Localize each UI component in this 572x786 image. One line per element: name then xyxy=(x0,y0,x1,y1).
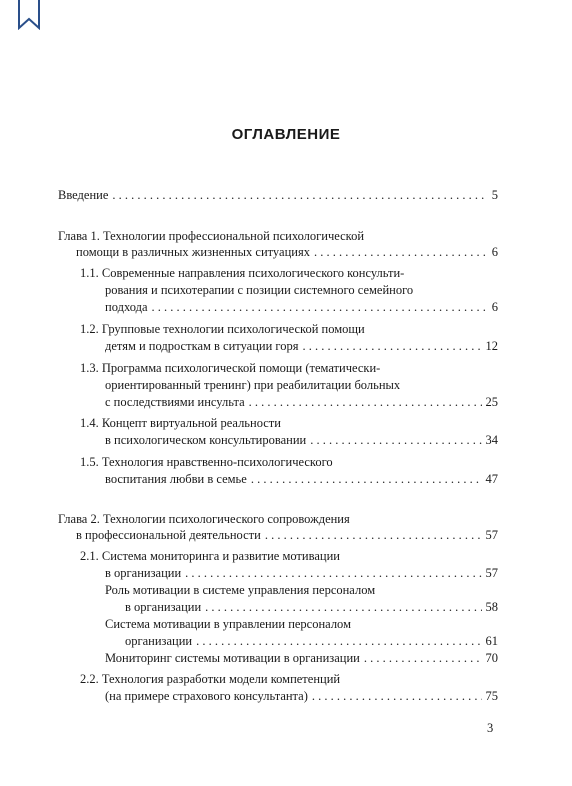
page-ref: 34 xyxy=(485,433,498,447)
page-ref: 58 xyxy=(485,600,498,614)
section-1-4-title[interactable]: 1.4. Концепт виртуальной реальности xyxy=(80,416,281,430)
section-2-2-title[interactable]: 2.2. Технология разработки модели компетенций xyxy=(80,672,341,686)
page-ref: 61 xyxy=(485,634,498,648)
subsection-2-1-b-title[interactable]: Система мотивации в управлении персоналом xyxy=(105,617,351,631)
dot-leader xyxy=(205,599,481,616)
section-1-2-title[interactable]: 1.2. Групповые технологии психологической помощи xyxy=(80,322,365,336)
subsection-2-1-b-entry[interactable]: организации . . . 61 xyxy=(125,633,498,650)
section-2-1-entry[interactable]: в организации . . . 57 xyxy=(105,565,498,582)
page-ref: 70 xyxy=(485,651,498,665)
page-ref: 57 xyxy=(485,528,498,542)
page-ref: 5 xyxy=(491,188,498,202)
chapter-1-entry[interactable]: помощи в различных жизненных ситуациях . . . 6 xyxy=(76,244,498,261)
section-1-5-title[interactable]: 1.5. Технология нравственно-психологического xyxy=(80,455,333,469)
dot-leader xyxy=(185,565,481,582)
section-1-2-entry[interactable]: детям и подросткам в ситуации горя . . . 12 xyxy=(105,338,498,355)
dot-leader xyxy=(303,338,482,355)
dot-leader xyxy=(112,187,487,204)
section-1-3-title-cont: ориентированный тренинг) при реабилитации больных xyxy=(105,378,401,392)
page-ref: 47 xyxy=(485,472,498,486)
page-ref: 25 xyxy=(485,395,498,409)
page-ref: 6 xyxy=(491,245,498,259)
dot-leader xyxy=(251,471,482,488)
page-ref: 75 xyxy=(485,689,498,703)
section-2-1-title[interactable]: 2.1. Система мониторинга и развитие мотивации xyxy=(80,549,340,563)
dot-leader xyxy=(196,633,481,650)
chapter-1-title[interactable]: Глава 1. Технологии профессиональной психологической xyxy=(58,229,365,243)
dot-leader xyxy=(249,394,482,411)
dot-leader xyxy=(364,650,482,667)
subsection-2-1-a-entry[interactable]: в организации . . . 58 xyxy=(125,599,498,616)
dot-leader xyxy=(312,688,482,705)
section-1-1-title-cont: рования и психотерапии с позиции системного семейного xyxy=(105,283,414,297)
page-ref: 12 xyxy=(485,339,498,353)
page-ref: 6 xyxy=(491,300,498,314)
section-2-2-entry[interactable]: (на примере страхового консультанта) . . . 75 xyxy=(105,688,498,705)
dot-leader xyxy=(314,244,488,261)
section-1-5-entry[interactable]: воспитания любви в семье . . . 47 xyxy=(105,471,498,488)
page-number: 3 xyxy=(487,721,494,735)
subsection-2-1-c-entry[interactable]: Мониторинг системы мотивации в организации . . . 70 xyxy=(105,650,498,667)
section-1-3-entry[interactable]: с последствиями инсульта . . . 25 xyxy=(105,394,498,411)
dot-leader xyxy=(265,527,482,544)
chapter-2-entry[interactable]: в профессиональной деятельности . . . 57 xyxy=(76,527,498,544)
section-1-3-title[interactable]: 1.3. Программа психологической помощи (тематически- xyxy=(80,361,381,375)
dot-leader xyxy=(152,299,488,316)
section-1-4-entry[interactable]: в психологическом консультировании . . . 34 xyxy=(105,432,498,449)
page-ref: 57 xyxy=(485,566,498,580)
bookmark-icon[interactable] xyxy=(18,0,40,30)
subsection-2-1-a-title[interactable]: Роль мотивации в системе управления персоналом xyxy=(105,583,376,597)
dot-leader xyxy=(310,432,481,449)
chapter-2-title[interactable]: Глава 2. Технологии психологического сопровождения xyxy=(58,512,350,526)
section-1-1-title[interactable]: 1.1. Современные направления психологического консульти- xyxy=(80,266,405,280)
toc-entry-intro[interactable]: Введение . . . 5 xyxy=(58,187,498,204)
page-title: ОГЛАВЛЕНИЕ xyxy=(231,126,341,143)
section-1-1-entry[interactable]: подхода . . . 6 xyxy=(105,299,498,316)
